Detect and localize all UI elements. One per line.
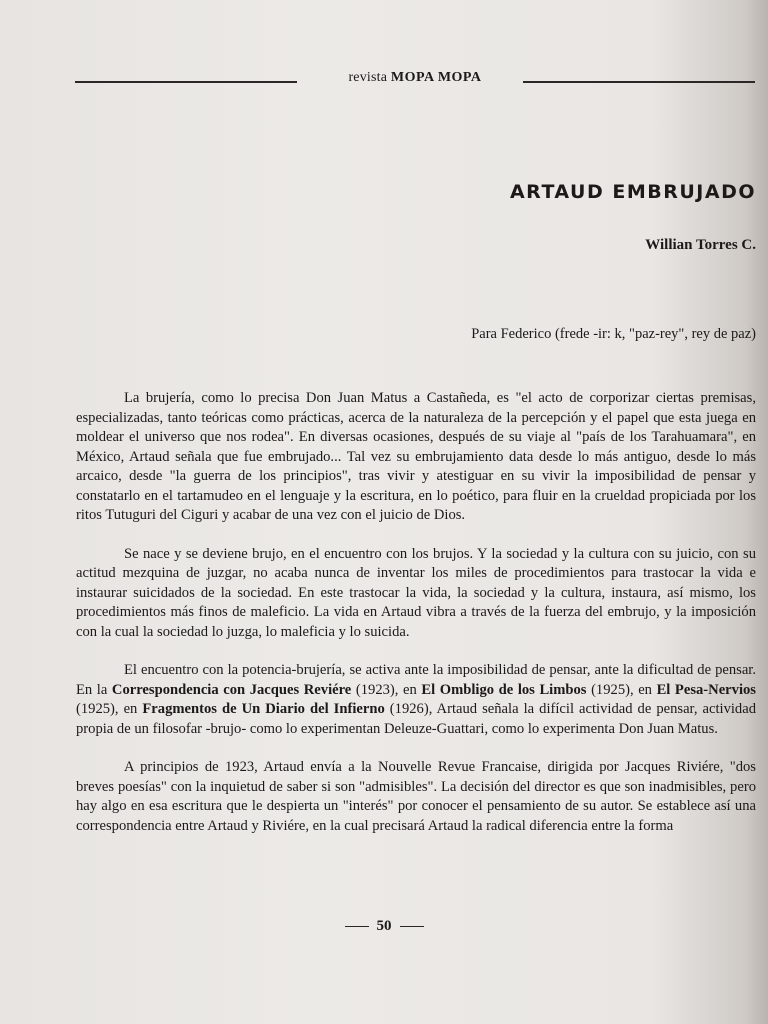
paragraph-3-text-e: (1925), en (76, 701, 143, 717)
article-dedication: Para Federico (frede -ir: k, "paz-rey", rey de paz) (471, 326, 756, 342)
paragraph-3-text-d: (1925), en (586, 681, 657, 698)
journal-title (75, 70, 755, 86)
journal-prefix: revista (348, 70, 388, 85)
journal-brand: MOPA MOPA (390, 70, 482, 85)
article-author: Willian Torres C. (645, 237, 756, 253)
header-rule-right (523, 81, 755, 83)
work-title-pesa-nervios: El Pesa-Nervios (656, 681, 756, 698)
folio-dash-right (400, 926, 424, 928)
paragraph-3-text-c: (1923), en (351, 681, 422, 698)
paragraph-3-text-f: (1926), Artaud señala la difícil actividad de pensar, actividad propia de un filosofar -brujo- como lo experimentan Deleuze-Guattari, como lo experimenta Don Juan Matus. (76, 701, 756, 737)
paragraph-1: La brujería, como lo precisa Don Juan Matus a Castañeda, es "el acto de corporizar ciertas premisas, especializadas, tanto teóricas como prácticas, acerca de la naturaleza de la percepción y el papel que esta juega en moldear el universo que nos rodea". En diversas ocasiones, después de su viaje al "país de los Tarahuamara", en México, Artaud señala que fue embrujado... Tal vez su embrujamiento data desde lo más antiguo, desde lo más arcaico, desde "la guerra de los principios", tras vivir y atestiguar en su vivir la imposibilidad de pensar y constatarlo en el tartamudeo en el lenguaje y la escritura, en lo poético, para fluir en la crueldad propiciada por los ritos Tutuguri del Ciguri y acabar de una vez con el juicio de Dios. (76, 390, 756, 523)
work-title-fragmentos: Fragmentos de Un Diario del Infierno (142, 701, 385, 717)
paragraph-2: Se nace y se deviene brujo, en el encuentro con los brujos. Y la sociedad y la cultura con su juicio, con su actitud mezquina de juzgar, no acaba nunca de inventar los miles de procedimientos para trastocar la vida e instaurar suicidados de la sociedad. En este trastocar la vida, la sociedad y la cultura, instaura, así mismo, los procedimientos más finos de maleficio. La vida en Artaud vibra a través de la fuerza del embrujo, y la imposición con la cual la sociedad lo juzga, lo maleficia y lo suicida. (76, 545, 756, 640)
running-header (75, 70, 755, 94)
paragraph-3 (76, 661, 756, 739)
article-title: ARTAUD EMBRUJADO (509, 181, 756, 203)
work-title-correspondencia: Correspondencia con Jacques Reviére (111, 681, 352, 698)
page-number (0, 918, 768, 935)
work-title-ombligo: El Ombligo de los Limbos (421, 681, 587, 698)
article-body (76, 389, 756, 855)
folio-number: 50 (376, 918, 392, 934)
paragraph-3-text-a: El encuentro con la potencia-brujería, se activa ante la imposibilidad de pensar, ante la dificultad de pensar. En la (76, 662, 756, 698)
paragraph-4: A principios de 1923, Artaud envía a la Nouvelle Revue Francaise, dirigida por Jacques Riviére, "dos breves poesías" con la inquietud de saber si son "admisibles". La decisión del director es que son inadmisibles, pero hay algo en esa escritura que le despierta un "interés" por conocer el pensamiento de su autor. Se establece así una correspondencia entre Artaud y Riviére, en la cual precisará Artaud la radical diferencia entre la forma (76, 759, 756, 834)
folio-dash-left (345, 926, 369, 928)
